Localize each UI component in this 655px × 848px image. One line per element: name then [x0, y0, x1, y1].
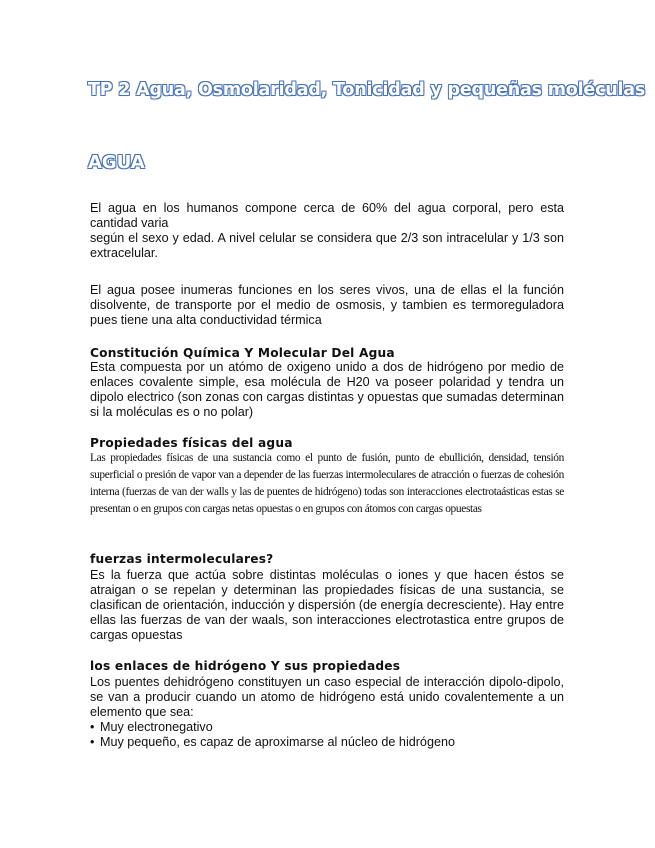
functions-paragraph: El agua posee inumeras funciones en los seres vivos, una de ellas el la función disolvente, de transporte por el medio de osmosis, y tambien es termoreguladora pues tiene una alta conductividad térmica: [90, 283, 564, 327]
bullet-icon: •: [90, 720, 95, 734]
section-title-agua: AGUA: [88, 152, 145, 173]
intro-line-1: El agua en los humanos compone cerca de 60% del agua corporal, pero esta cantidad varia: [90, 201, 564, 230]
enlaces-paragraph: Los puentes dehidrógeno constituyen un caso especial de interacción dipolo-dipolo, se van a producir cuando un atomo de hidrógeno está unido covalentemente a un elemento que sea:: [90, 675, 564, 719]
intro-paragraph: [90, 201, 564, 261]
bullet-icon: •: [90, 734, 95, 749]
fuerzas-heading: fuerzas intermoleculares?: [90, 552, 274, 566]
bullet-text: Muy electronegativo: [100, 720, 213, 734]
enlaces-heading: los enlaces de hidrógeno Y sus propiedades: [90, 659, 401, 673]
list-item: [90, 735, 564, 750]
propiedades-heading: Propiedades físicas del agua: [90, 436, 293, 450]
bullet-text: Muy pequeño, es capaz de aproximarse al núcleo de hidrógeno: [100, 734, 455, 749]
constitucion-paragraph: Esta compuesta por un atómo de oxigeno unido a dos de hidrógeno por medio de enlaces covalente simple, esa molécula de H20 va poseer polaridad y tendra un dipolo electrico (son zonas con cargas distintas y opuestas que sumadas determinan si la moléculas es o no polar): [90, 360, 564, 419]
enlaces-bullet-list: [90, 720, 564, 750]
constitucion-heading: Constitución Química Y Molecular Del Agua: [90, 346, 395, 360]
propiedades-paragraph: Las propiedades físicas de una sustancia como el punto de fusión, punto de ebullición, densidad, tensión superficial o presión de vapor van a depender de las fuerzas intermoleculares de atracción o fuerzas de cohesión interna (fuerzas de van der walls y las de puentes de hidrógeno) todas son interacciones electrotaásticas estas se presentan o en grupos con cargas netas opuestas o en grupos con átomos con cargas opuestas: [90, 452, 564, 516]
fuerzas-paragraph: Es la fuerza que actúa sobre distintas moléculas o iones y que hacen éstos se atraigan o se repelan y determinan las propiedades físicas de una sustancia, se clasifican de orientación, inducción y dispersión (de energía decresciente). Hay entre ellas las fuerzas de van der waals, son interacciones electrotastica entre grupos de cargas opuestas: [90, 568, 564, 642]
document-title: TP 2 Agua, Osmolaridad, Tonicidad y pequeñas moléculas: [88, 80, 646, 100]
list-item: [90, 720, 564, 735]
intro-line-2: según el sexo y edad. A nivel celular se considera que 2/3 son intracelular y 1/3 son extracelular.: [90, 230, 564, 260]
